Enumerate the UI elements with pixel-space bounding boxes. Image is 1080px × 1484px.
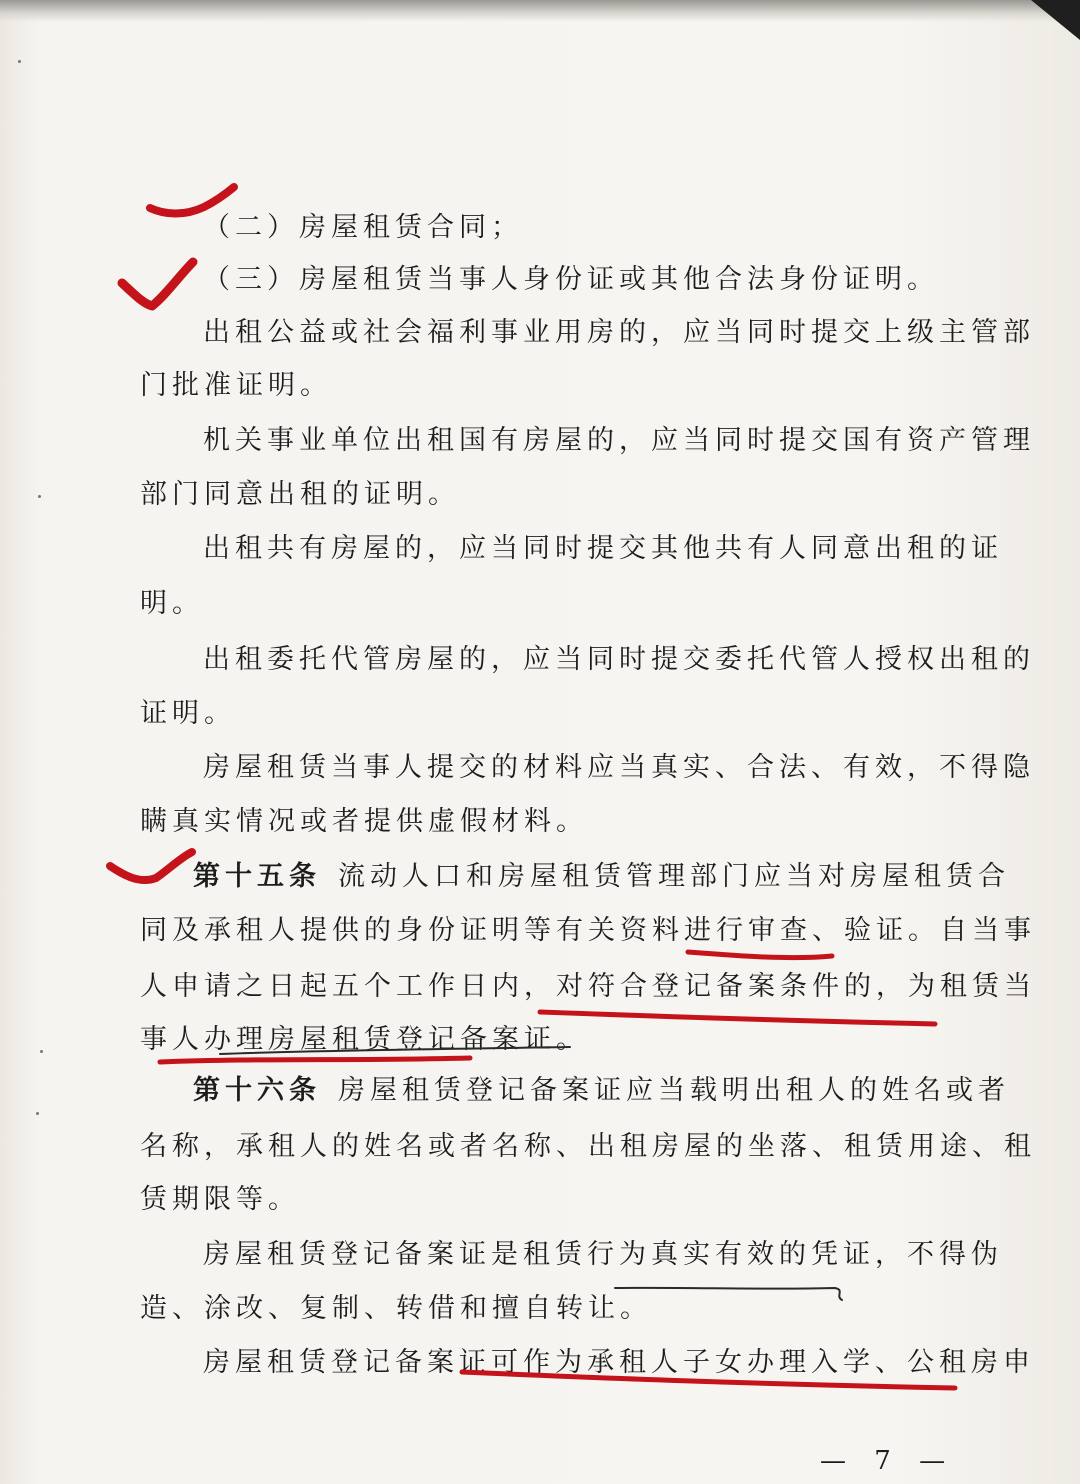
paragraph-line: 房屋租赁登记备案证应当载明出租人的姓名或者	[338, 1075, 1010, 1106]
scan-speck	[18, 60, 21, 63]
paragraph-line: 房屋租赁登记备案证是租赁行为真实有效的凭证，不得伪	[203, 1239, 1003, 1270]
list-item-2: （二）房屋租赁合同；	[203, 212, 523, 243]
list-item-3: （三）房屋租赁当事人身份证或其他合法身份证明。	[203, 264, 939, 295]
article-15-heading: 第十五条	[193, 861, 321, 892]
paragraph-line: 证明。	[140, 698, 236, 729]
paragraph-line: 部门同意出租的证明。	[140, 479, 460, 510]
scan-edge	[0, 0, 1080, 22]
paragraph-line: 明。	[140, 588, 204, 619]
scan-speck	[38, 495, 41, 498]
paragraph-line: 门批准证明。	[140, 370, 332, 401]
paragraph-line: 出租委托代管房屋的，应当同时提交委托代管人授权出租的	[203, 644, 1035, 675]
scan-speck	[36, 1112, 39, 1115]
paragraph-line: 出租共有房屋的，应当同时提交其他共有人同意出租的证	[203, 533, 1003, 564]
paragraph-line: 事人办理房屋租赁登记备案证。	[140, 1024, 588, 1055]
paragraph-line: 赁期限等。	[140, 1184, 300, 1215]
paragraph-line: 出租公益或社会福利事业用房的，应当同时提交上级主管部	[203, 317, 1035, 348]
paragraph-line: 瞒真实情况或者提供虚假材料。	[140, 806, 588, 837]
paragraph-line: 造、涂改、复制、转借和擅自转让。	[140, 1293, 652, 1324]
paragraph-line: 人申请之日起五个工作日内，对符合登记备案条件的，为租赁当	[140, 971, 1036, 1002]
page-number: — 7 —	[820, 1446, 956, 1476]
paragraph-line: 同及承租人提供的身份证明等有关资料进行审查、验证。自当事	[140, 915, 1036, 946]
scan-speck	[40, 1050, 43, 1053]
paragraph-line: 名称，承租人的姓名或者名称、出租房屋的坐落、租赁用途、租	[140, 1131, 1036, 1162]
paragraph-line: 流动人口和房屋租赁管理部门应当对房屋租赁合	[338, 861, 1010, 892]
paragraph-line: 房屋租赁当事人提交的材料应当真实、合法、有效，不得隐	[203, 752, 1035, 783]
paragraph-line: 机关事业单位出租国有房屋的，应当同时提交国有资产管理	[203, 425, 1035, 456]
paragraph-line: 房屋租赁登记备案证可作为承租人子女办理入学、公租房申	[203, 1347, 1035, 1378]
article-16-heading: 第十六条	[193, 1075, 321, 1106]
